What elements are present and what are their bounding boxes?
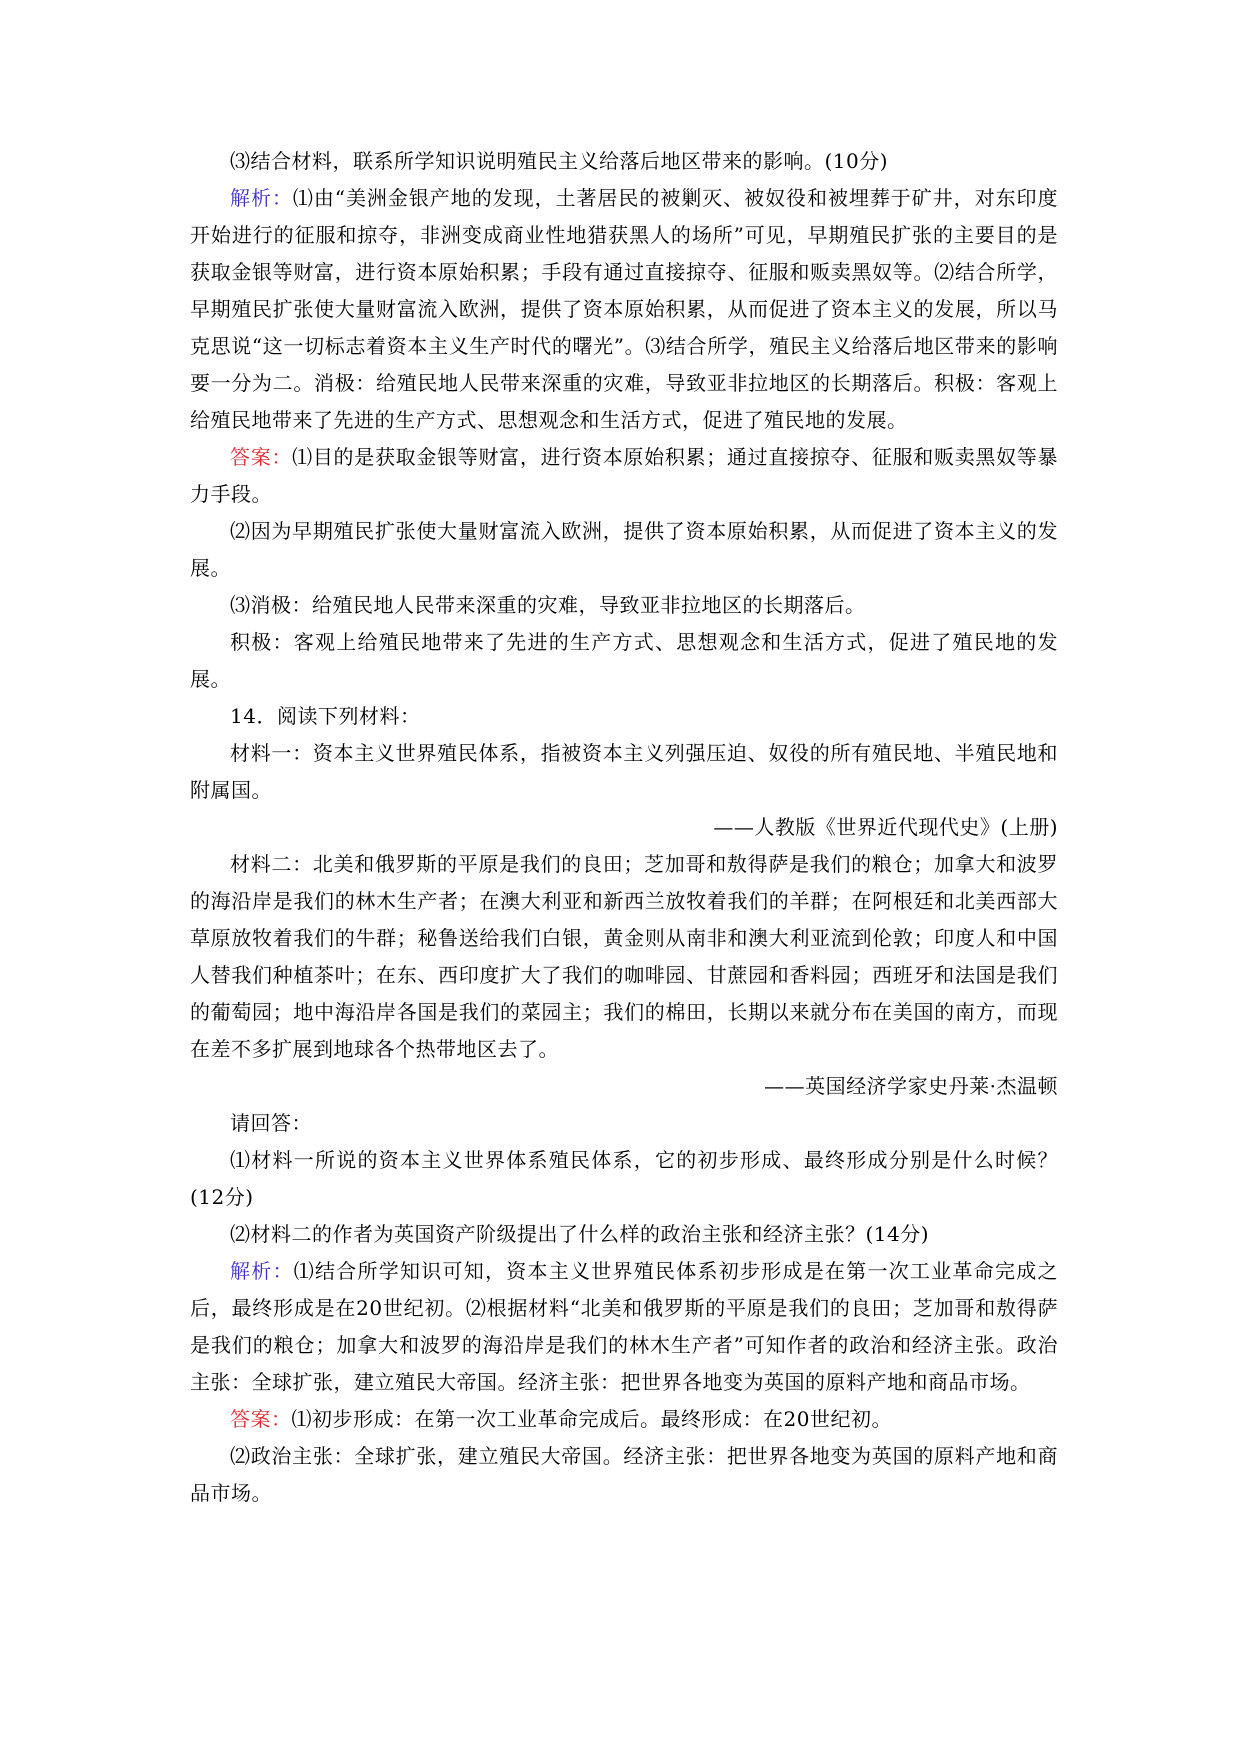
analysis-14: 解析：⑴结合所学知识可知，资本主义世界殖民体系初步形成是在第一次工业革命完成之后，最终形成是在20世纪初。⑵根据材料“北美和俄罗斯的平原是我们的良田；芝加哥和敖得萨是我们的粮仓；加拿大和波罗的海沿岸是我们的林木生产者”可知作者的政治和经济主张。政治主张：全球扩张，建立殖民大帝国。经济主张：把世界各地变为英国的原料产地和商品市场。 <box>190 1259 1058 1394</box>
question-13-part-3: ⑶结合材料，联系所学知识说明殖民主义给落后地区带来的影响。(10分) <box>230 149 889 173</box>
material-2-source: ——英国经济学家史丹莱·杰温顿 <box>764 1074 1058 1098</box>
answer-14-part-1: 答案：⑴初步形成：在第一次工业革命完成后。最终形成：在20世纪初。 <box>230 1407 892 1431</box>
please-answer: 请回答： <box>230 1111 312 1135</box>
material-1-source: ——人教版《世界近代现代史》(上册) <box>713 815 1058 839</box>
answer-13-part-3-positive: 积极：客观上给殖民地带来了先进的生产方式、思想观念和生活方式，促进了殖民地的发展。 <box>190 630 1058 691</box>
document-page <box>190 143 1058 1512</box>
analysis-label: 解析： <box>230 1259 294 1283</box>
answer-13-part-1: 答案：⑴目的是获取金银等财富，进行资本原始积累；通过直接掠夺、征服和贩卖黑奴等暴力手段。 <box>190 445 1059 506</box>
question-14-part-1: ⑴材料一所说的资本主义世界体系殖民体系，它的初步形成、最终形成分别是什么时候？(12分) <box>190 1148 1058 1209</box>
answer-label: 答案： <box>230 445 293 469</box>
analysis-label: 解析： <box>230 186 293 210</box>
answer-13-part-3-negative: ⑶消极：给殖民地人民带来深重的灾难，导致亚非拉地区的长期落后。 <box>230 593 866 617</box>
material-2: 材料二：北美和俄罗斯的平原是我们的良田；芝加哥和敖得萨是我们的粮仓；加拿大和波罗的海沿岸是我们的林木生产者；在澳大利亚和新西兰放牧着我们的羊群；在阿根廷和北美西部大草原放牧着我们的牛群；秘鲁送给我们白银，黄金则从南非和澳大利亚流到伦敦；印度人和中国人替我们种植茶叶；在东、西印度扩大了我们的咖啡园、甘蔗园和香料园；西班牙和法国是我们的葡萄园；地中海沿岸各国是我们的菜园主；我们的棉田，长期以来就分布在美国的南方，而现在差不多扩展到地球各个热带地区去了。 <box>190 852 1058 1061</box>
question-14-heading: 14．阅读下列材料： <box>230 704 421 728</box>
answer-label: 答案： <box>230 1407 292 1431</box>
analysis-13: 解析：⑴由“美洲金银产地的发现，土著居民的被剿灭、被奴役和被埋葬于矿井，对东印度开始进行的征服和掠夺，非洲变成商业性地猎获黑人的场所”可见，早期殖民扩张的主要目的是获取金银等财富，进行资本原始积累；手段有通过直接掠夺、征服和贩卖黑奴等。⑵结合所学，早期殖民扩张使大量财富流入欧洲，提供了资本原始积累，从而促进了资本主义的发展，所以马克思说“这一切标志着资本主义生产时代的曙光”。⑶结合所学，殖民主义给落后地区带来的影响要一分为二。消极：给殖民地人民带来深重的灾难，导致亚非拉地区的长期落后。积极：客观上给殖民地带来了先进的生产方式、思想观念和生活方式，促进了殖民地的发展。 <box>190 186 1058 432</box>
answer-14-part-2: ⑵政治主张：全球扩张，建立殖民大帝国。经济主张：把世界各地变为英国的原料产地和商品市场。 <box>190 1444 1058 1505</box>
question-14-part-2: ⑵材料二的作者为英国资产阶级提出了什么样的政治主张和经济主张？(14分) <box>230 1222 930 1246</box>
answer-13-part-2: ⑵因为早期殖民扩张使大量财富流入欧洲，提供了资本原始积累，从而促进了资本主义的发展。 <box>190 519 1058 580</box>
material-1: 材料一：资本主义世界殖民体系，指被资本主义列强压迫、奴役的所有殖民地、半殖民地和附属国。 <box>190 741 1058 802</box>
